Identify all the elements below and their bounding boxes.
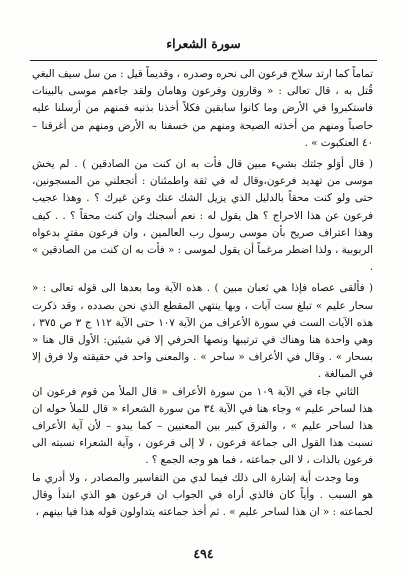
paragraph-5: وما وجدت أية إشارة الى ذلك فيما لدي من التفاسير والمصادر ، ولا أدري ما هو السبب . وأياً كان فالذي أراه في الجواب ان فرعون هو الذي ابتدأ وقال لجماعته : « ان هذا لساحر عليم » . ثم أخذ جماعته يتداولون قوله هذا فيا بينهم ، xyxy=(32,471,373,519)
header-rule xyxy=(30,60,377,61)
body-text xyxy=(32,66,373,521)
page-number: ٤٩٤ xyxy=(193,546,214,561)
paragraph-2: ( قال أوَلو جئتك بشيء مبين قال فأت به ان كنت من الصادقين ) . لم يخش موسى من تهديد فرعون،وقال له في ثقة واطمئنان : أتجعلني من المسجونين، حتى ولو كنت محقاً بالدليل الذي يزيل الشك عنك وعن غيرك ؟ . وهذا عجيب فرعون عن هذا الاحراج ؟ هل يقول له : نعم أسجنك وان كنت محقاً ؟ . . كيف وهذا اعتراف صريح بأن موسى رسول رب العالمين ، وان فرعون مفترٍ بدعواه الربوبية ، ولذا اضطر مرغماً أن يقول لموسى : « فأت به ان كنت من الصادقين » . xyxy=(32,158,373,274)
paragraph-3: ( فألقى عصاه فإذا هي ثعبان مبين ) . هذه الآية وما بعدها الى قوله تعالى : « سحار عليم » تبلغ ست آيات ، وبها ينتهي المقطع الذي نحن بصدده ، وقد ذكرت هذه الآيات الست في سورة الأعراف من الآية ١٠٧ حتى الآية ١١٢ ج ٣ ص ٣٧٥ ، وهي واحدة هنا وهناك في ترتيبها ونصها الحرفي إلا في شيئين: الأول قال هنا « بسحار » . وقال في الأعراف « ساحر » . والمعنى واحد في حقيقته ولا فرق إلا في المبالغة . xyxy=(32,282,373,381)
running-header: سورة الشعراء xyxy=(166,36,241,51)
paragraph-4: الثاني جاء في الآية ١٠٩ من سورة الأعراف « قال الملأ من قوم فرعون ان هذا لساحر عليم » وجاء هنا في الآية ٣٤ من سورة الشعراء « قال للملأ حوله ان هذا لساحر عليم » ، والفرق كبير بين المعنيين – كما يبدو – لأن آية الأعراف نسبت هذا القول الى جماعة فرعون ، لا إلى فرعون ، وآية الشعراء نسبته الى فرعون بالذات ، لا الى جماعته ، فما هو وجه الجمع ؟ . xyxy=(32,385,373,467)
paragraph-1: تماماً كما ارتد سلاح فرعون الى نحره وصدره ، وقديماً قيل : من سل سيف البغي قُتل به ، قال تعالى : « وقارون وفرعون وهامان ولقد جاءهم موسى بالبينات فاستكبروا في الأرض وما كانوا سابقين فكلاً أخذنا بذنبه فمنهم من أرسلنا عليه حاصباً ومنهم من أخذته الصيحة ومنهم من خسفنا به الأرض ومنهم من أغرقنا – ٤٠ العنكبوت » . xyxy=(32,68,373,149)
